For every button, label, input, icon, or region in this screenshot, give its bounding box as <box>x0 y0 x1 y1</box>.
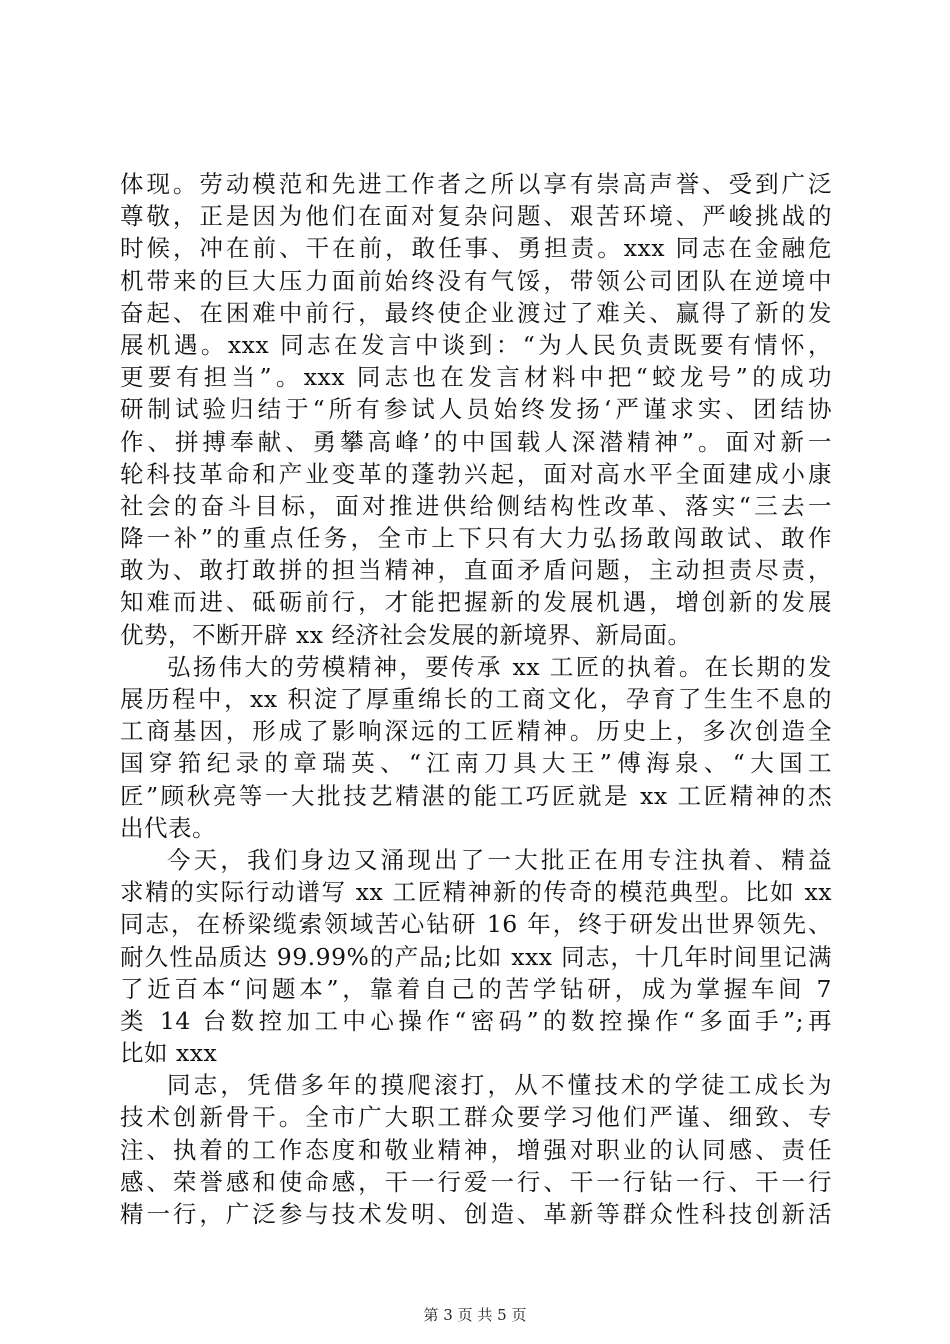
text-line: 奋起、在困难中前行，最终使企业渡过了难关、赢得了新的发 <box>120 298 832 327</box>
text-line: 轮科技革命和产业变革的蓬勃兴起，面对高水平全面建成小康 <box>120 459 832 488</box>
text-line: 比如 xxx <box>120 1039 218 1068</box>
text-line: 展机遇。xxx 同志在发言中谈到：“为人民负责既要有情怀， <box>120 330 832 359</box>
text-line: 工商基因，形成了影响深远的工匠精神。历史上，多次创造全 <box>120 717 832 746</box>
text-line: 注、执着的工作态度和敬业精神，增强对职业的认同感、责任 <box>120 1135 832 1164</box>
text-line: 感、荣誉感和使命感，干一行爱一行、干一行钻一行、干一行 <box>120 1167 832 1196</box>
text-line: 敢为、敢打敢拼的担当精神，直面矛盾问题，主动担责尽责， <box>120 556 832 585</box>
text-line: 国穿筘纪录的章瑞英、“江南刀具大王”傅海泉、“大国工 <box>120 749 832 778</box>
text-line: 机带来的巨大压力面前始终没有气馁，带领公司团队在逆境中 <box>120 266 832 295</box>
text-line: 时候，冲在前、干在前，敢任事、勇担责。xxx 同志在金融危 <box>120 234 832 263</box>
text-line: 展历程中，xx 积淀了厚重绵长的工商文化，孕育了生生不息的 <box>120 685 832 713</box>
text-line: 作、拼搏奉献、勇攀高峰’的中国载人深潜精神”。面对新一 <box>120 427 832 456</box>
text-line: 社会的奋斗目标，面对推进供给侧结构性改革、落实“三去一 <box>120 491 832 520</box>
body-text <box>120 168 832 1230</box>
text-line: 出代表。 <box>120 813 216 842</box>
text-line: 更要有担当”。xxx 同志也在发言材料中把“蛟龙号”的成功 <box>120 363 832 392</box>
text-line: 体现。劳动模范和先进工作者之所以享有崇高声誉、受到广泛 <box>120 170 832 198</box>
text-line: 同志，在桥梁缆索领域苦心钻研 16 年，终于研发出世界领先、 <box>120 910 832 939</box>
text-line: 类 14 台数控加工中心操作“密码”的数控操作“多面手”;再 <box>120 1006 832 1035</box>
paragraph-start-line: 弘扬伟大的劳模精神，要传承 xx 工匠的执着。在长期的发 <box>167 652 832 681</box>
text-line: 技术创新骨干。全市广大职工群众要学习他们严谨、细致、专 <box>120 1103 832 1132</box>
text-line: 研制试验归结于“所有参试人员始终发扬‘严谨求实、团结协 <box>120 395 832 424</box>
text-line: 降一补”的重点任务，全市上下只有大力弘扬敢闯敢试、敢作 <box>120 524 832 553</box>
text-line: 求精的实际行动谱写 xx 工匠精神新的传奇的模范典型。比如 xx <box>120 878 832 907</box>
text-line: 精一行，广泛参与技术发明、创造、革新等群众性科技创新活 <box>120 1200 832 1228</box>
page-footer <box>0 1304 950 1325</box>
text-line: 匠”顾秋亮等一大批技艺精湛的能工巧匠就是 xx 工匠精神的杰 <box>120 781 832 810</box>
text-line: 了近百本“问题本”，靠着自己的苦学钻研，成为掌握车间 7 <box>120 974 832 1003</box>
paragraph-start-line: 今天，我们身边又涌现出了一大批正在用专注执着、精益 <box>167 845 832 874</box>
text-line: 耐久性品质达 99.99%的产品;比如 xxx 同志，十几年时间里记满 <box>120 942 832 971</box>
text-line: 尊敬，正是因为他们在面对复杂问题、艰苦环境、严峻挑战的 <box>120 202 832 231</box>
page-number: 第 3 页 共 5 页 <box>423 1306 527 1324</box>
text-line: 知难而进、砥砺前行，才能把握新的发展机遇，增创新的发展 <box>120 588 832 617</box>
text-line: 优势，不断开辟 xx 经济社会发展的新境界、新局面。 <box>120 620 692 649</box>
paragraph-start-line: 同志，凭借多年的摸爬滚打，从不懂技术的学徒工成长为 <box>167 1071 832 1100</box>
